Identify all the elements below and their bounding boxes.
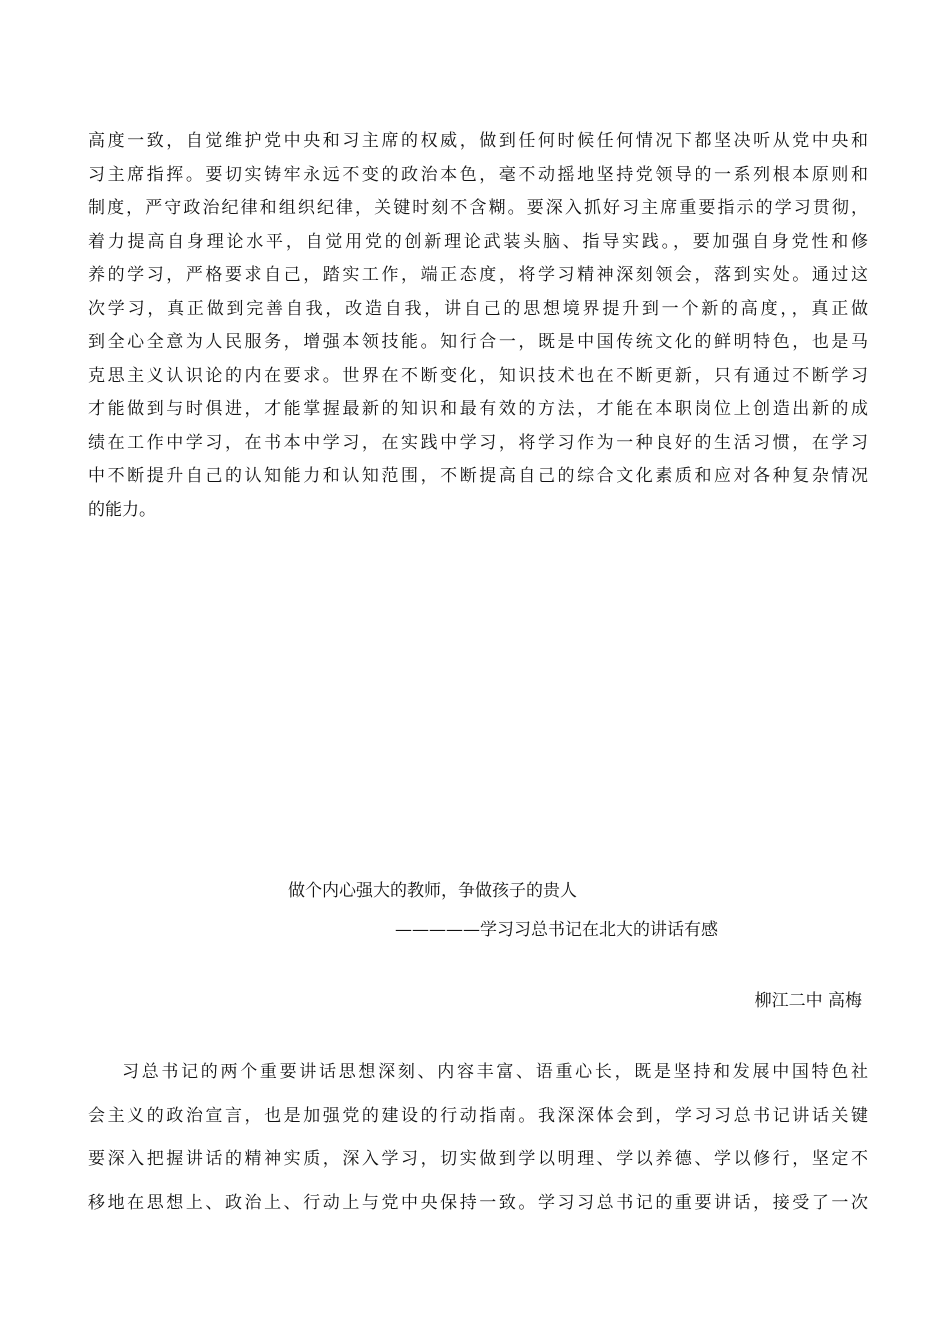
- paragraph-line: 到全心全意为人民服务，增强本领技能。知行合一，既是中国传统文化的鲜明特色，也是马: [88, 332, 868, 352]
- body-paragraph-2: [88, 1051, 868, 1225]
- paragraph-line: 着力提高自身理论水平，自觉用党的创新理论武装头脑、指导实践。，要加强自身党性和修: [88, 231, 868, 252]
- paragraph-line: 克思主义认识论的内在要求。世界在不断变化，知识技术也在不断更新，只有通过不断学习: [88, 365, 868, 386]
- paragraph-line: 次学习，真正做到完善自我，改造自我，讲自己的思想境界提升到一个新的高度，，真正做: [88, 298, 868, 319]
- paragraph-line: 绩在工作中学习，在书本中学习，在实践中学习，将学习作为一种良好的生活习惯，在学习: [88, 432, 868, 453]
- article-subtitle: —————学习习总书记在北大的讲话有感: [395, 920, 718, 940]
- paragraph-line: 移地在思想上、政治上、行动上与党中央保持一致。学习习总书记的重要讲话，接受了一次: [88, 1192, 868, 1213]
- paragraph-line: 中不断提升自己的认知能力和认知范围，不断提高自己的综合文化素质和应对各种复杂情况: [88, 466, 868, 486]
- paragraph-line: 习主席指挥。要切实铸牢永远不变的政治本色，毫不动摇地坚持党领导的一系列根本原则和: [88, 164, 868, 185]
- paragraph-line: 高度一致，自觉维护党中央和习主席的权威，做到任何时候任何情况下都坚决听从党中央和: [88, 131, 868, 151]
- article-title: 做个内心强大的教师，争做孩子的贵人: [288, 881, 577, 901]
- paragraph-line: 要深入把握讲话的精神实质，深入学习，切实做到学以明理、学以养德、学以修行，坚定不: [88, 1149, 868, 1169]
- body-paragraph-1: [88, 125, 868, 527]
- paragraph-line: 的能力。: [88, 499, 156, 520]
- paragraph-line: 才能做到与时俱进，才能掌握最新的知识和最有效的方法，才能在本职岗位上创造出新的成: [88, 399, 868, 419]
- article-author: 柳江二中 高梅: [754, 991, 862, 1011]
- paragraph-line: 会主义的政治宣言，也是加强党的建设的行动指南。我深深体会到，学习习总书记讲话关键: [88, 1105, 868, 1126]
- paragraph-line: 养的学习，严格要求自己，踏实工作，端正态度，将学习精神深刻领会，落到实处。通过这: [88, 265, 868, 285]
- paragraph-line: 制度，严守政治纪律和组织纪律，关键时刻不含糊。要深入抓好习主席重要指示的学习贯彻，: [88, 198, 868, 218]
- paragraph-line: 习总书记的两个重要讲话思想深刻、内容丰富、语重心长，既是坚持和发展中国特色社: [122, 1062, 868, 1082]
